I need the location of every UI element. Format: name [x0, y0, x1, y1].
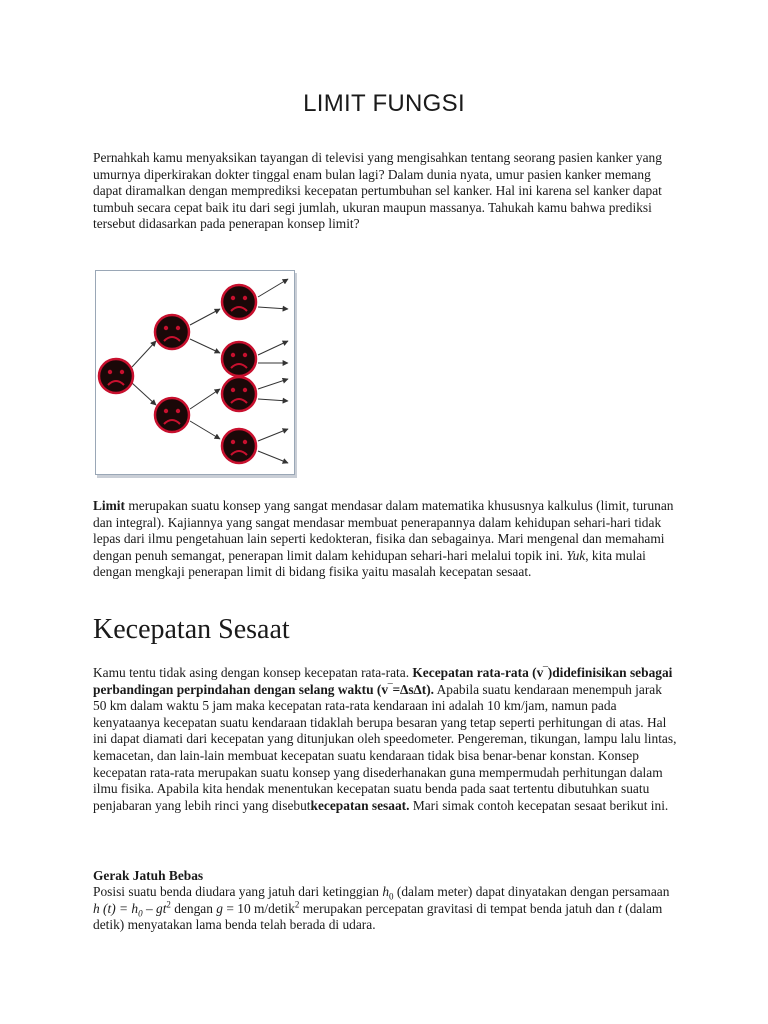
gerak-text: merupakan percepatan gravitasi di tempat benda jatuh dan: [299, 900, 619, 916]
gerak-text: Posisi suatu benda diudara yang jatuh dari ketinggian: [93, 884, 383, 899]
subheading: Gerak Jatuh Bebas: [93, 868, 204, 883]
sad-face-icon: [99, 359, 133, 393]
gerak-text: (dalam detik) menyatakan lama benda telah berada di udara.: [93, 900, 663, 933]
limit-text-b: , kita mulai dengan mengkaji penerapan limit di bidang fisika yaitu masalah kecepatan sesaat.: [93, 547, 646, 580]
yuk-word: Yuk: [566, 547, 586, 563]
kecepatan-text-a: Kamu tentu tidak asing dengan konsep kecepatan rata-rata.: [93, 665, 413, 680]
sad-face-icon: [222, 285, 256, 319]
growth-arrow: [258, 429, 288, 441]
limit-term: Limit: [93, 498, 125, 513]
growth-arrow: [258, 379, 288, 389]
kecepatan-paragraph: [93, 665, 678, 814]
growth-arrow: [190, 389, 220, 409]
kecepatan-sesaat-term: kecepatan sesaat.: [310, 797, 410, 813]
gerak-text: = 10 m/detik: [223, 900, 295, 916]
equation-subscript: 0: [138, 908, 143, 919]
cancer-cell-diagram: [95, 270, 295, 475]
gerak-paragraph: [93, 884, 678, 934]
subscript-zero: 0: [389, 891, 394, 902]
growth-arrow: [258, 451, 288, 463]
sad-face-icon: [155, 315, 189, 349]
growth-arrow: [190, 309, 220, 325]
intro-paragraph: Pernahkah kamu menyaksikan tayangan di televisi yang mengisahkan tentang seorang pasien kanker yang umurnya diperkirakan dokter tinggal enam bulan lagi? Dalam dunia nyata, umur pasien kanker memang dapat diramalkan dengan memprediksi kecepatan pertumbuhan sel kanker. Hal ini karena sel kanker dapat tumbuh secara cepat baik itu dari segi jumlah, ukuran maupun massanya. Tahukah kamu bahwa prediksi tersebut didasarkan pada penerapan konsep limit?: [93, 150, 662, 232]
sad-face-icon: [222, 342, 256, 376]
var-h: h: [382, 884, 390, 899]
growth-arrow: [190, 421, 220, 439]
equation-part: – gt: [142, 900, 167, 916]
limit-text-a: merupakan suatu konsep yang sangat mendasar dalam matematika khususnya kalkulus (limit, turunan dan integral). Kajiannya yang sangat mendasar membuat penerapannya dalam kehidupan sehari-hari tidak lepas dari ilmu pengetahuan lain seperti kedokteran, fisika dan sebagainya. Mari mengenal dan memahami dengan penuh semangat, penerapan limit dalam kehidupan sehari-hari melalui topik ini.: [93, 498, 674, 563]
growth-arrow: [258, 279, 288, 297]
var-g: g: [216, 900, 223, 916]
superscript-two: 2: [294, 899, 300, 910]
growth-arrow: [132, 383, 156, 405]
growth-arrow: [258, 307, 288, 309]
kecepatan-definition: Kecepatan rata-rata (v‾)didefinisikan sebagai perbandingan perpindahan dengan selang waktu (v‾=∆s∆t).: [93, 665, 673, 697]
gerak-text: dengan: [170, 900, 217, 916]
section-heading: Kecepatan Sesaat: [93, 614, 290, 645]
sad-face-icon: [155, 398, 189, 432]
sad-face-icon: [222, 377, 256, 411]
growth-arrow: [132, 341, 156, 367]
page-title: LIMIT FUNGSI: [303, 90, 465, 117]
superscript-two: 2: [166, 899, 171, 910]
kecepatan-text-b: Apabila suatu kendaraan menempuh jarak 50 km dalam waktu 5 jam maka kecepatan rata-rata kendaraan ini adalah 10 km/jam, namun pada kenyataanya kecepatan suatu kendaraan tidaklah berupa besaran yang tetap seperti perhitungan di atas. Hal ini dapat diamati dari kecepatan yang ditunjukan oleh speedometer. Pengereman, tikungan, lampu lalu lintas, kemacetan, dan lain-lain membuat kecepatan suatu kendaraan tidak bisa benar-benar konstan. Konsep kecepatan rata-rata merupakan suatu konsep yang disederhanakan guna mempermudah perhitungan dalam ilmu fisika. Apabila kita hendak menentukan kecepatan suatu benda pada saat tertentu dibutuhkan suatu penjabaran yang lebih rinci yang disebut: [93, 681, 677, 813]
growth-arrow: [190, 339, 220, 353]
growth-arrow: [258, 341, 288, 355]
gerak-text: (dalam meter) dapat dinyatakan dengan persamaan: [393, 884, 670, 899]
limit-paragraph: [93, 498, 678, 581]
kecepatan-text-c: Mari simak contoh kecepatan sesaat berikut ini.: [409, 797, 669, 813]
equation-part: h (t) = h: [93, 900, 139, 916]
sad-face-icon: [222, 429, 256, 463]
growth-arrow: [258, 399, 288, 401]
var-t: t: [618, 900, 622, 916]
